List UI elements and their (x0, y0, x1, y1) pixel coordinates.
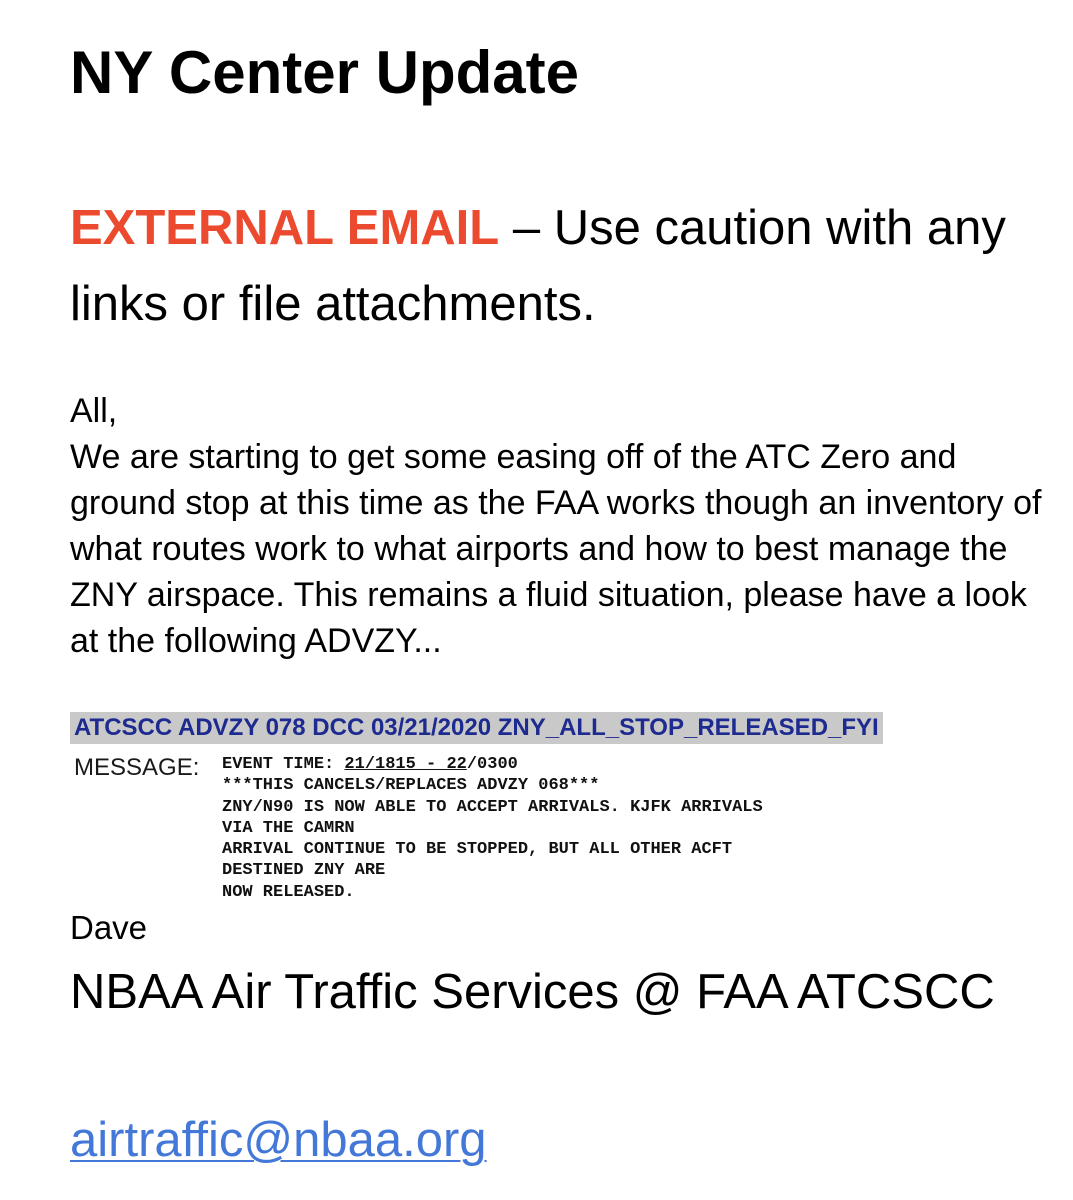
advisory-body (70, 754, 970, 903)
event-time-end: /0300 (466, 755, 518, 774)
event-time-prefix: EVENT TIME: (222, 755, 345, 774)
advisory-line: ***THIS CANCELS/REPLACES ADVZY 068*** (222, 776, 600, 796)
advisory-message (222, 754, 763, 903)
message-label: MESSAGE: (74, 754, 200, 781)
signature-name: Dave (70, 909, 148, 946)
advisory-line: VIA THE CAMRN (222, 818, 355, 838)
advisory-line: NOW RELEASED. (222, 882, 355, 902)
event-time-line (222, 754, 763, 775)
email-paragraph: We are starting to get some easing off of the ATC Zero and ground stop at this time as the FAA works though an inventory of what routes work to what airports and how to best manage the ZNY airspace. This remains a fluid situation, please have a look at the following ADVZY... (70, 438, 1042, 660)
advisory-line: DESTINED ZNY ARE (222, 861, 386, 881)
email-greeting: All, (70, 392, 118, 430)
email-subject: NY Center Update (70, 39, 580, 106)
external-email-warning (70, 190, 1050, 342)
email-body (70, 388, 1060, 664)
external-email-warning-text: – Use caution with any links or file attachments. (70, 201, 1006, 331)
event-time-start: 21/1815 - 22 (344, 755, 467, 774)
advisory-block (70, 712, 970, 903)
advisory-line: ZNY/N90 IS NOW ABLE TO ACCEPT ARRIVALS. KJFK ARRIVALS (222, 797, 763, 817)
external-email-tag: EXTERNAL EMAIL (70, 201, 500, 255)
signature-email-link[interactable]: airtraffic@nbaa.org (70, 1113, 487, 1167)
advisory-line: ARRIVAL CONTINUE TO BE STOPPED, BUT ALL OTHER ACFT (222, 840, 733, 860)
advisory-header: ATCSCC ADVZY 078 DCC 03/21/2020 ZNY_ALL_STOP_RELEASED_FYI (70, 712, 883, 744)
signature-org: NBAA Air Traffic Services @ FAA ATCSCC (70, 965, 995, 1019)
